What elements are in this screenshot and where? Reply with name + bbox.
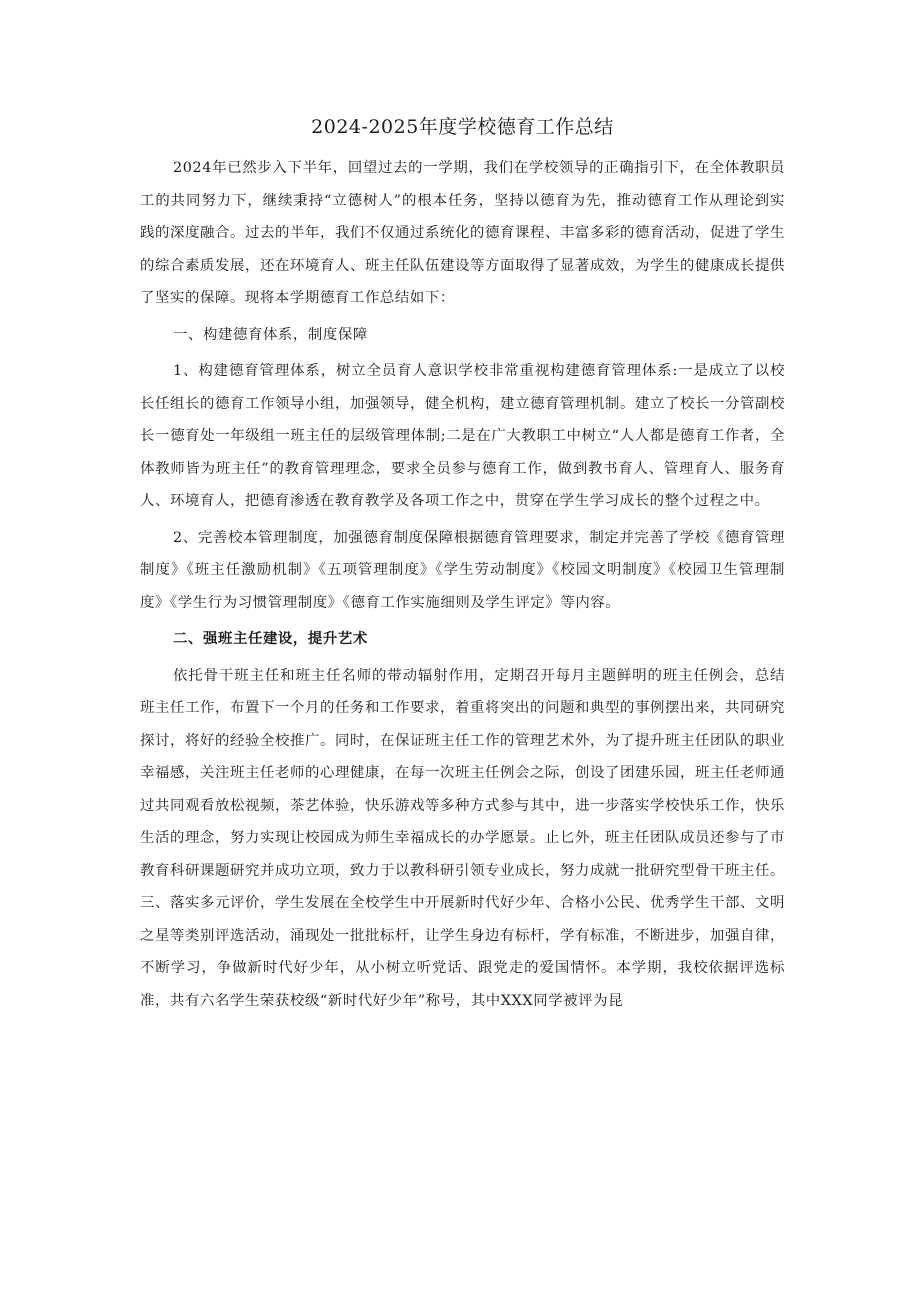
- intro-paragraph: 2024年已然步入下半年，回望过去的一学期，我们在学校领导的正确指引下，在全体教职员工的共同努力下，继续秉持“立德树人”的根本任务，坚持以德育为先，推动德育工作从理论到实践的深度融合。过去的半年，我们不仅通过系统化的德育课程、丰富多彩的德育活动，促进了学生的综合素质发展，还在环境育人、班主任队伍建设等方面取得了显著成效，为学生的健康成长提供了坚实的保障。现将本学期德育工作总结如下：: [140, 160, 785, 306]
- section-2-paragraph-1: 依托骨干班主任和班主任名师的带动辐射作用，定期召开每月主题鲜明的班主任例会，总结班主任工作，布置下一个月的任务和工作要求，着重将突出的问题和典型的事例摆出来，共同研究探讨，将好的经验全校推广。同时，在保证班主任工作的管理艺术外，为了提升班主任团队的职业幸福感，关注班主任老师的心理健康，在每一次班主任例会之际，创设了团建乐园，班主任老师通过共同观看放松视频，茶艺体验，快乐游戏等多种方式参与其中，进一步落实学校快乐工作，快乐生活的理念，努力实现让校园成为师生幸福成长的办学愿景。止匕外，班主任团队成员还参与了市教育科研课题研究并成功立项，致力于以教科研引领专业成长，努力成就一批研究型骨干班主任。三、落实多元评价，学生发展在全校学生中开展新时代好少年、合格小公民、优秀学生干部、文明之星等类别评选活动，涌现处一批批标杆，让学生身边有标杆，学有标准，不断进步，加强自律，不断学习，争做新时代好少年，从小树立听党话、跟党走的爱国情怀。本学期，我校依据评选标准，共有六名学生荣获校级“新时代好少年”称号，其中XXX同学被评为昆: [140, 667, 785, 1009]
- section-1-paragraph-2: 2、完善校本管理制度，加强德育制度保障根据德育管理要求，制定并完善了学校《德育管理制度》《班主任激励机制》《五项管理制度》《学生劳动制度》《校园文明制度》《校园卫生管理制度》《学生行为习惯管理制度》《德育工作实施细则及学生评定》等内容。: [140, 529, 785, 611]
- document-title: 2024-2025年度学校德育工作总结: [311, 116, 614, 138]
- section-2-heading: 二、强班主任建设，提升艺术: [173, 631, 368, 647]
- document-page: [140, 112, 785, 1021]
- section-1-heading: 一、构建德育体系，制度保障: [173, 326, 368, 343]
- section-1-paragraph-1: 1、构建德育管理体系，树立全员育人意识学校非常重视构建德育管理体系:一是成立了以校长任组长的德育工作领导小组，加强领导，健全机构，建立德育管理机制。建立了校长一分管副校长一德育处一年级组一班主任的层级管理体制;二是在广大教职工中树立“人人都是德育工作者，全体教师皆为班主任”的教育管理理念，要求全员参与德育工作，做到教书育人、管理育人、服务育人、环境育人，把德育渗透在教育教学及各项工作之中，贯穿在学生学习成长的整个过程之中。: [140, 363, 785, 509]
